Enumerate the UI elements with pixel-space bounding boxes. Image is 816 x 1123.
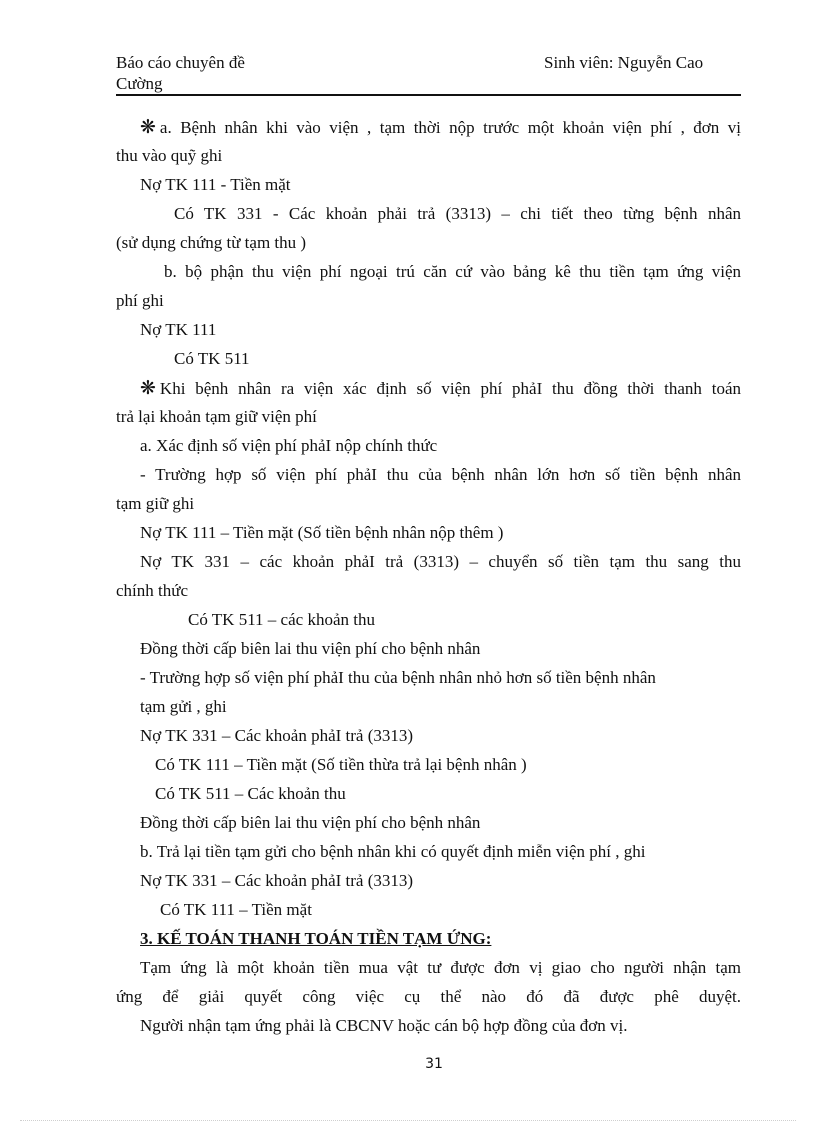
text-content: ứng để giải quyết công việc cụ thể nào đó đã được phê duyệt. (116, 987, 741, 1006)
text-content: Có TK 511 – các khoản thu (188, 610, 375, 629)
text-line (140, 116, 741, 139)
text-content: phí ghi (116, 291, 164, 310)
text-content: trả lại khoản tạm giữ viện phí (116, 407, 317, 426)
text-content: tạm giữ ghi (116, 494, 195, 513)
text-line (140, 638, 480, 660)
text-line (155, 754, 527, 776)
text-content: Nợ TK 111 - Tiền mặt (140, 175, 291, 194)
text-line (174, 348, 250, 370)
header-author-lastname: Cường (116, 74, 163, 93)
text-line (155, 783, 346, 805)
text-line (160, 899, 312, 921)
text-line (140, 667, 656, 689)
text-content: Nợ TK 331 – Các khoản phảI trả (3313) (140, 726, 414, 745)
header-student: Sinh viên: Nguyễn Cao (544, 53, 704, 72)
text-content: Có TK 111 – Tiền mặt (160, 900, 312, 919)
text-content: Nợ TK 111 – Tiền mặt (Số tiền bệnh nhân nộp thêm ) (140, 523, 504, 542)
text-content: b. Trả lại tiền tạm gửi cho bệnh nhân khi có quyết định miễn viện phí , ghi (140, 842, 646, 861)
text-line (116, 493, 194, 515)
footer-border (20, 1120, 796, 1121)
text-content: chính thức (116, 581, 189, 600)
text-line (140, 551, 741, 573)
header-report-title: Báo cáo chuyên đề (116, 53, 245, 72)
page-number: 31 (425, 1056, 443, 1072)
text-content: Tạm ứng là một khoản tiền mua vật tư được đơn vị giao cho người nhận tạm (140, 958, 741, 977)
text-content: thu vào quỹ ghi (116, 146, 223, 165)
section-heading (140, 928, 491, 950)
text-content: - Trường hợp số viện phí phảI thu của bệnh nhân lớn hơn số tiền bệnh nhân (140, 465, 741, 484)
bullet-star-icon: ❋ (140, 116, 156, 138)
text-line (188, 609, 375, 631)
text-content: Nợ TK 331 – Các khoản phảI trả (3313) (140, 871, 414, 890)
text-line (140, 696, 227, 718)
text-line (116, 232, 306, 254)
header-rule (116, 94, 741, 96)
text-content: Có TK 111 – Tiền mặt (Số tiền thừa trả lại bệnh nhân ) (155, 755, 527, 774)
text-line (116, 145, 222, 167)
text-content: Khi bệnh nhân ra viện xác định số viện phí phảI thu đồng thời thanh toán (159, 379, 741, 398)
text-content: Có TK 511 – Các khoản thu (155, 784, 346, 803)
text-content: Người nhận tạm ứng phải là CBCNV hoặc cán bộ hợp đồng của đơn vị. (140, 1016, 628, 1035)
text-line (140, 319, 216, 341)
text-line (174, 203, 741, 225)
text-content: Có TK 511 (174, 349, 250, 368)
text-content: 3. KẾ TOÁN THANH TOÁN TIỀN TẠM ỨNG: (140, 929, 492, 948)
text-line (140, 377, 741, 400)
text-content: Nợ TK 331 – các khoản phảI trả (3313) – chuyển số tiền tạm thu sang thu (140, 552, 741, 571)
text-line (140, 1015, 627, 1037)
text-line (116, 290, 164, 312)
text-line (140, 841, 645, 863)
header-left (116, 52, 245, 94)
text-line (140, 464, 741, 486)
text-content: b. bộ phận thu viện phí ngoại trú căn cứ vào bảng kê thu tiền tạm ứng viện (164, 262, 741, 281)
text-line (164, 261, 741, 283)
text-content: - Trường hợp số viện phí phảI thu của bệnh nhân nhỏ hơn số tiền bệnh nhân (140, 668, 656, 687)
text-content: Nợ TK 111 (140, 320, 217, 339)
text-line (116, 986, 741, 1008)
text-line (116, 580, 188, 602)
text-content: Đồng thời cấp biên lai thu viện phí cho bệnh nhân (140, 813, 481, 832)
text-content: a. Bệnh nhân khi vào viện , tạm thời nộp trước một khoản viện phí , đơn vị (159, 118, 741, 137)
text-content: (sử dụng chứng từ tạm thu ) (116, 233, 307, 252)
text-content: Đồng thời cấp biên lai thu viện phí cho bệnh nhân (140, 639, 481, 658)
text-line (140, 174, 291, 196)
text-line (140, 435, 437, 457)
text-line (140, 725, 413, 747)
text-line (140, 870, 413, 892)
text-content: a. Xác định số viện phí phảI nộp chính thức (140, 436, 438, 455)
text-line (116, 406, 317, 428)
text-line (140, 522, 503, 544)
text-line (140, 957, 741, 979)
bullet-star-icon: ❋ (140, 377, 156, 399)
text-line (140, 812, 480, 834)
text-content: tạm gửi , ghi (140, 697, 227, 716)
text-content: Có TK 331 - Các khoản phải trả (3313) – chi tiết theo từng bệnh nhân (174, 204, 741, 223)
